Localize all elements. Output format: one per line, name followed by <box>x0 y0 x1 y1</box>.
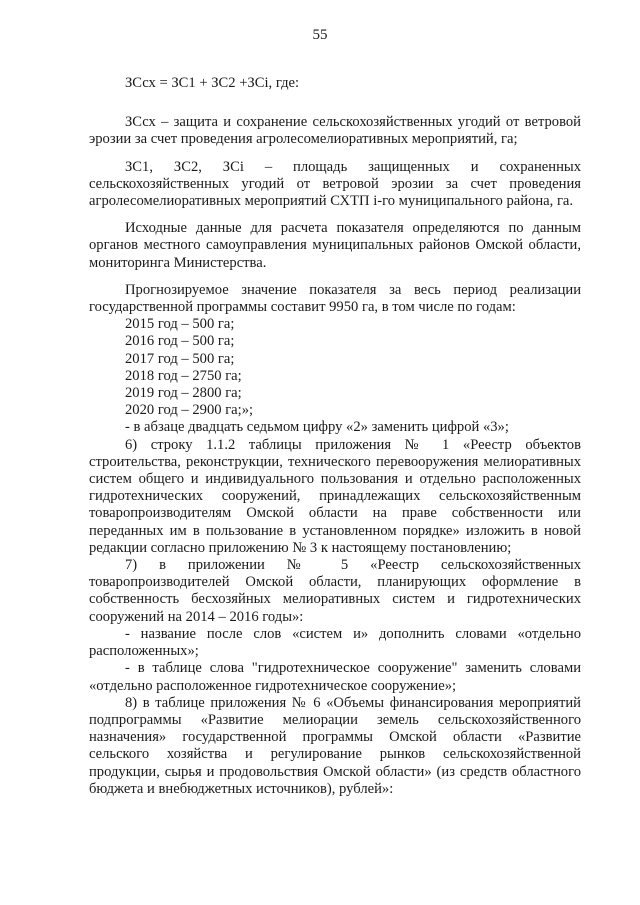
year-item: 2019 год – 2800 га; <box>125 385 242 402</box>
year-item: 2020 год – 2900 га;»; <box>125 402 254 419</box>
amendment-paragraph: 7) в приложении № 5 «Реестр сельскохозяйственных товаропроизводителей Омской области, планирующих оформление в собственность бесхозяйных мелиоративных систем и гидротехнических сооружений на 2014 – 2016 годы»: <box>89 557 581 625</box>
year-list <box>89 316 581 419</box>
page-number: 55 <box>312 27 328 43</box>
amendment-paragraph: - в таблице слова "гидротехническое сооружение" заменить словами «отдельно расположенное гидротехническое сооружение»; <box>89 660 581 694</box>
amendment-paragraph: 8) в таблице приложения № 6 «Объемы финансирования мероприятий подпрограммы «Развитие мелиорации земель сельскохозяйственного назначения» государственной программы Омской области «Развитие сельского хозяйства и регулирование рынков сельскохозяйственной продукции, сырья и продовольствия Омской области» (из средств областного бюджета и внебюджетных источников), рублей»: <box>89 694 581 797</box>
forecast-paragraph: Прогнозируемое значение показателя за весь период реализации государственной программы составит 9950 га, в том числе по годам: <box>89 281 581 316</box>
amendment-paragraph: 6) строку 1.1.2 таблицы приложения № 1 «Реестр объектов строительства, реконструкции, технического перевооружения мелиоративных систем общего и индивидуального пользования и отдельно расположенных гидротехнических сооружений, принадлежащих сельскохозяйственным товаропроизводителям Омской области на праве собственности или переданных им в пользование в установленном порядке» изложить в новой редакции согласно приложению № 3 к настоящему постановлению; <box>89 436 581 556</box>
formula: ЗСсх = ЗС1 + ЗС2 +ЗСi, где: <box>125 75 300 91</box>
year-item: 2015 год – 500 га; <box>125 316 235 333</box>
year-item: 2017 год – 500 га; <box>125 350 235 367</box>
amendment-paragraph: - в абзаце двадцать седьмом цифру «2» заменить цифрой «3»; <box>125 419 509 436</box>
amendment-paragraph: - название после слов «систем и» дополнить словами «отдельно расположенных»; <box>89 625 581 660</box>
source-paragraph: Исходные данные для расчета показателя определяются по данным органов местного самоуправления муниципальных районов Омской области, мониторинга Министерства. <box>89 220 581 271</box>
year-item: 2016 год – 500 га; <box>125 333 235 350</box>
document-body <box>89 75 581 798</box>
year-item: 2018 год – 2750 га; <box>125 367 242 384</box>
definition-paragraph: ЗСсх – защита и сохранение сельскохозяйственных угодий от ветровой эрозии за счет проведения агролесомелиоративных мероприятий, га; <box>89 114 581 148</box>
definition-paragraph: ЗС1, ЗС2, ЗСi – площадь защищенных и сохраненных сельскохозяйственных угодий от ветровой эрозии за счет проведения агролесомелиоративных мероприятий СХТП i-го муниципального района, га. <box>89 158 581 210</box>
